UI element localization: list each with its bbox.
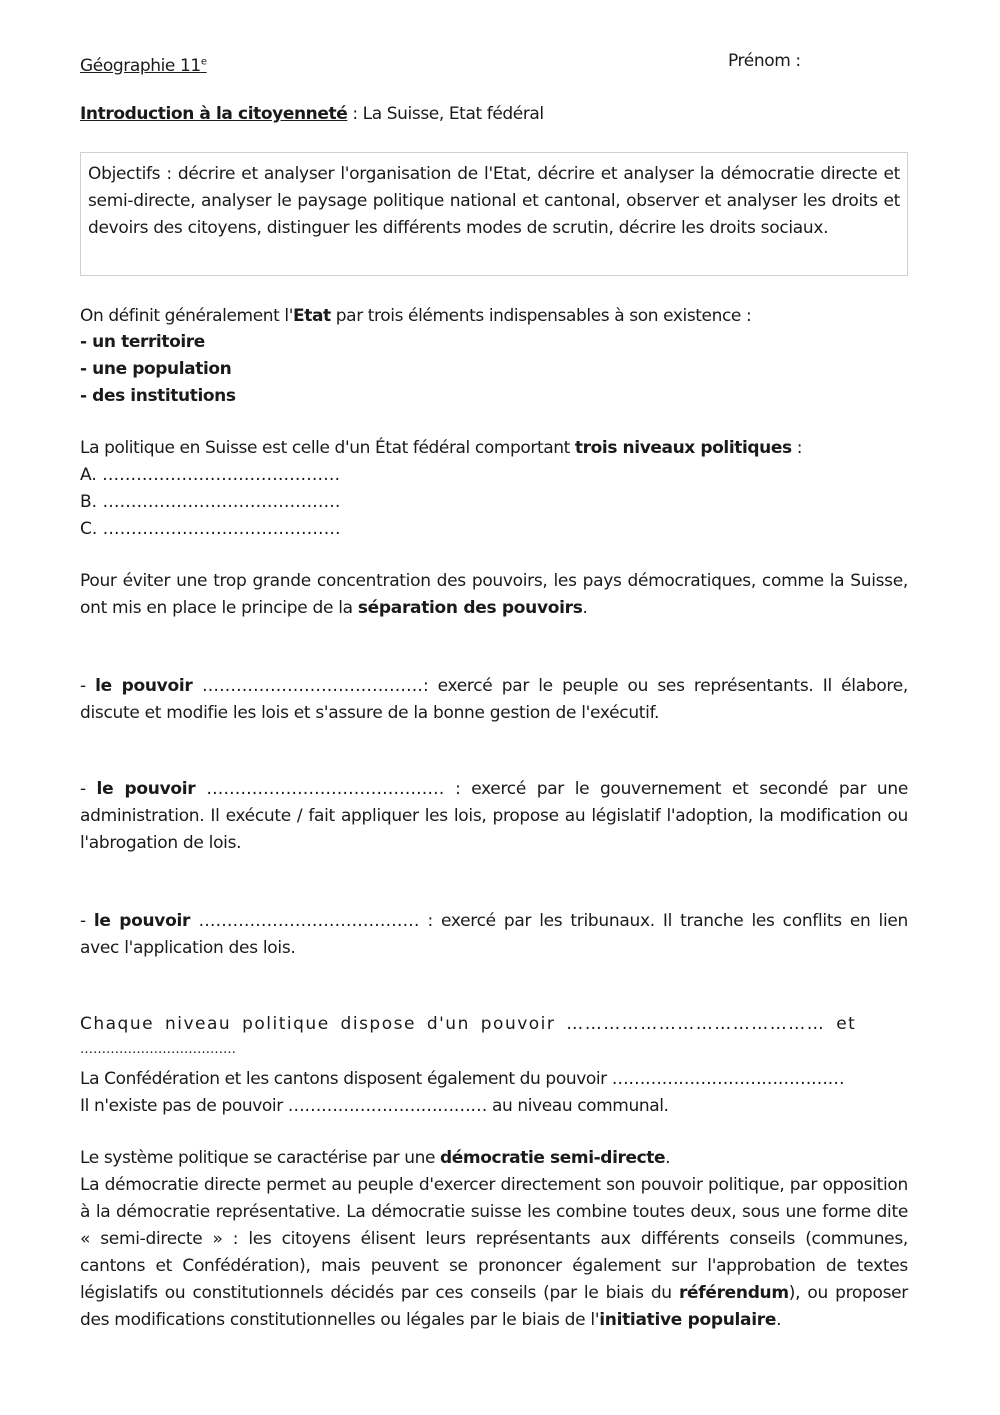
power-prefix: - [80,779,97,799]
state-intro [80,303,751,330]
referendum-term: référendum [678,1283,789,1303]
level-blank-a[interactable]: A. …………………………………… [80,465,341,485]
subject-text: Géographie 11 [80,55,201,76]
power-blank[interactable]: …………………………………… [195,779,445,799]
power-executive [80,776,908,857]
democracy-text-c: . [776,1310,782,1330]
power-blank[interactable]: ………………………………… [192,676,423,696]
levels-power-line2[interactable]: ……………………………… [80,1042,236,1057]
separation-text-b: . [582,598,588,618]
title-rest: : La Suisse, Etat fédéral [347,104,544,124]
state-intro-bold: Etat [293,306,331,326]
democracy-text-a: La démocratie directe permet au peuple d'exercer directement son pouvoir politique, par opposition à la démocratie représentative. La démocratie suisse les combine toutes deux, sous une forme dite « semi-directe » : les citoyens élisent leurs représentants aux différents conseils (communes, cantons et Confédération), mais peuvent se prononcer également sur l'approbation de textes législatifs ou constitutionnels décidés par ces conseils (par le biais du [80,1175,908,1303]
power-label: le pouvoir [96,779,196,799]
levels-power-line1[interactable]: Chaque niveau politique dispose d'un pouvoir …………………………………… et [80,1014,857,1034]
power-prefix: - [80,911,94,931]
levels-power-line3[interactable]: La Confédération et les cantons disposent également du pouvoir …………………………………… [80,1069,845,1089]
subject-superscript: e [200,56,207,67]
democracy-intro-a: Le système politique se caractérise par une [80,1148,441,1168]
separation-paragraph [80,568,908,622]
levels-intro [80,435,802,462]
subject-heading [80,48,207,80]
levels-intro-a: La politique en Suisse est celle d'un État fédéral comportant [80,438,575,458]
power-blank[interactable]: ………………………………… [190,911,420,931]
initiative-term: initiative populaire [599,1310,777,1330]
objectives-text: Objectifs : décrire et analyser l'organisation de l'Etat, décrire et analyser la démocratie directe et semi-directe, analyser le paysage politique national et cantonal, observer et analyser les droits et devoirs des citoyens, distinguer les différents modes de scrutin, décrire les droits sociaux. [88,164,900,238]
state-item-text: - un territoire [80,332,205,352]
state-item-text: - une population [80,359,232,379]
state-intro-a: On définit généralement l' [80,306,294,326]
state-item [80,329,205,356]
state-intro-b: par trois éléments indispensables à son existence : [330,306,752,326]
levels-intro-b: : [791,438,803,458]
power-prefix: - [80,676,96,696]
objectives-box [80,152,908,276]
separation-text-a: Pour éviter une trop grande concentration des pouvoirs, les pays démocratiques, comme la Suisse, ont mis en place le principe de la [80,571,908,618]
name-label: Prénom : [728,51,801,71]
level-blank-c[interactable]: C. …………………………………… [80,519,341,539]
page-title [80,101,544,128]
state-item [80,356,231,383]
separation-text-bold: séparation des pouvoirs [357,598,583,618]
levels-power-line4[interactable]: Il n'existe pas de pouvoir ……………………………… au niveau communal. [80,1096,669,1116]
subject-label [80,56,207,76]
level-blank-b[interactable]: B. …………………………………… [80,492,341,512]
democracy-intro-bold: démocratie semi-directe [440,1148,666,1168]
democracy-intro [80,1145,670,1172]
levels-intro-bold: trois niveaux politiques [574,438,792,458]
power-description: : exercé par le gouvernement et secondé par une administration. Il exécute / fait appliquer les lois, propose au législatif l'adoption, la modification ou l'abrogation de lois. [80,779,908,853]
democracy-text-b: ), ou proposer des modifications constitutionnelles ou légales par le biais de l' [80,1283,908,1330]
state-item-text: - des institutions [80,386,236,406]
power-legislative [80,673,908,727]
title-main: Introduction à la citoyenneté [80,104,348,124]
state-item [80,383,236,410]
power-label: le pouvoir [95,676,193,696]
power-label: le pouvoir [93,911,191,931]
power-description: : exercé par le peuple ou ses représentants. Il élabore, discute et modifie les lois et s'assure de la bonne gestion de l'exécutif. [80,676,908,723]
democracy-paragraph [80,1172,908,1334]
power-description: : exercé par les tribunaux. Il tranche les conflits en lien avec l'application des lois. [80,911,908,958]
democracy-intro-b: . [665,1148,671,1168]
power-judicial [80,908,908,962]
